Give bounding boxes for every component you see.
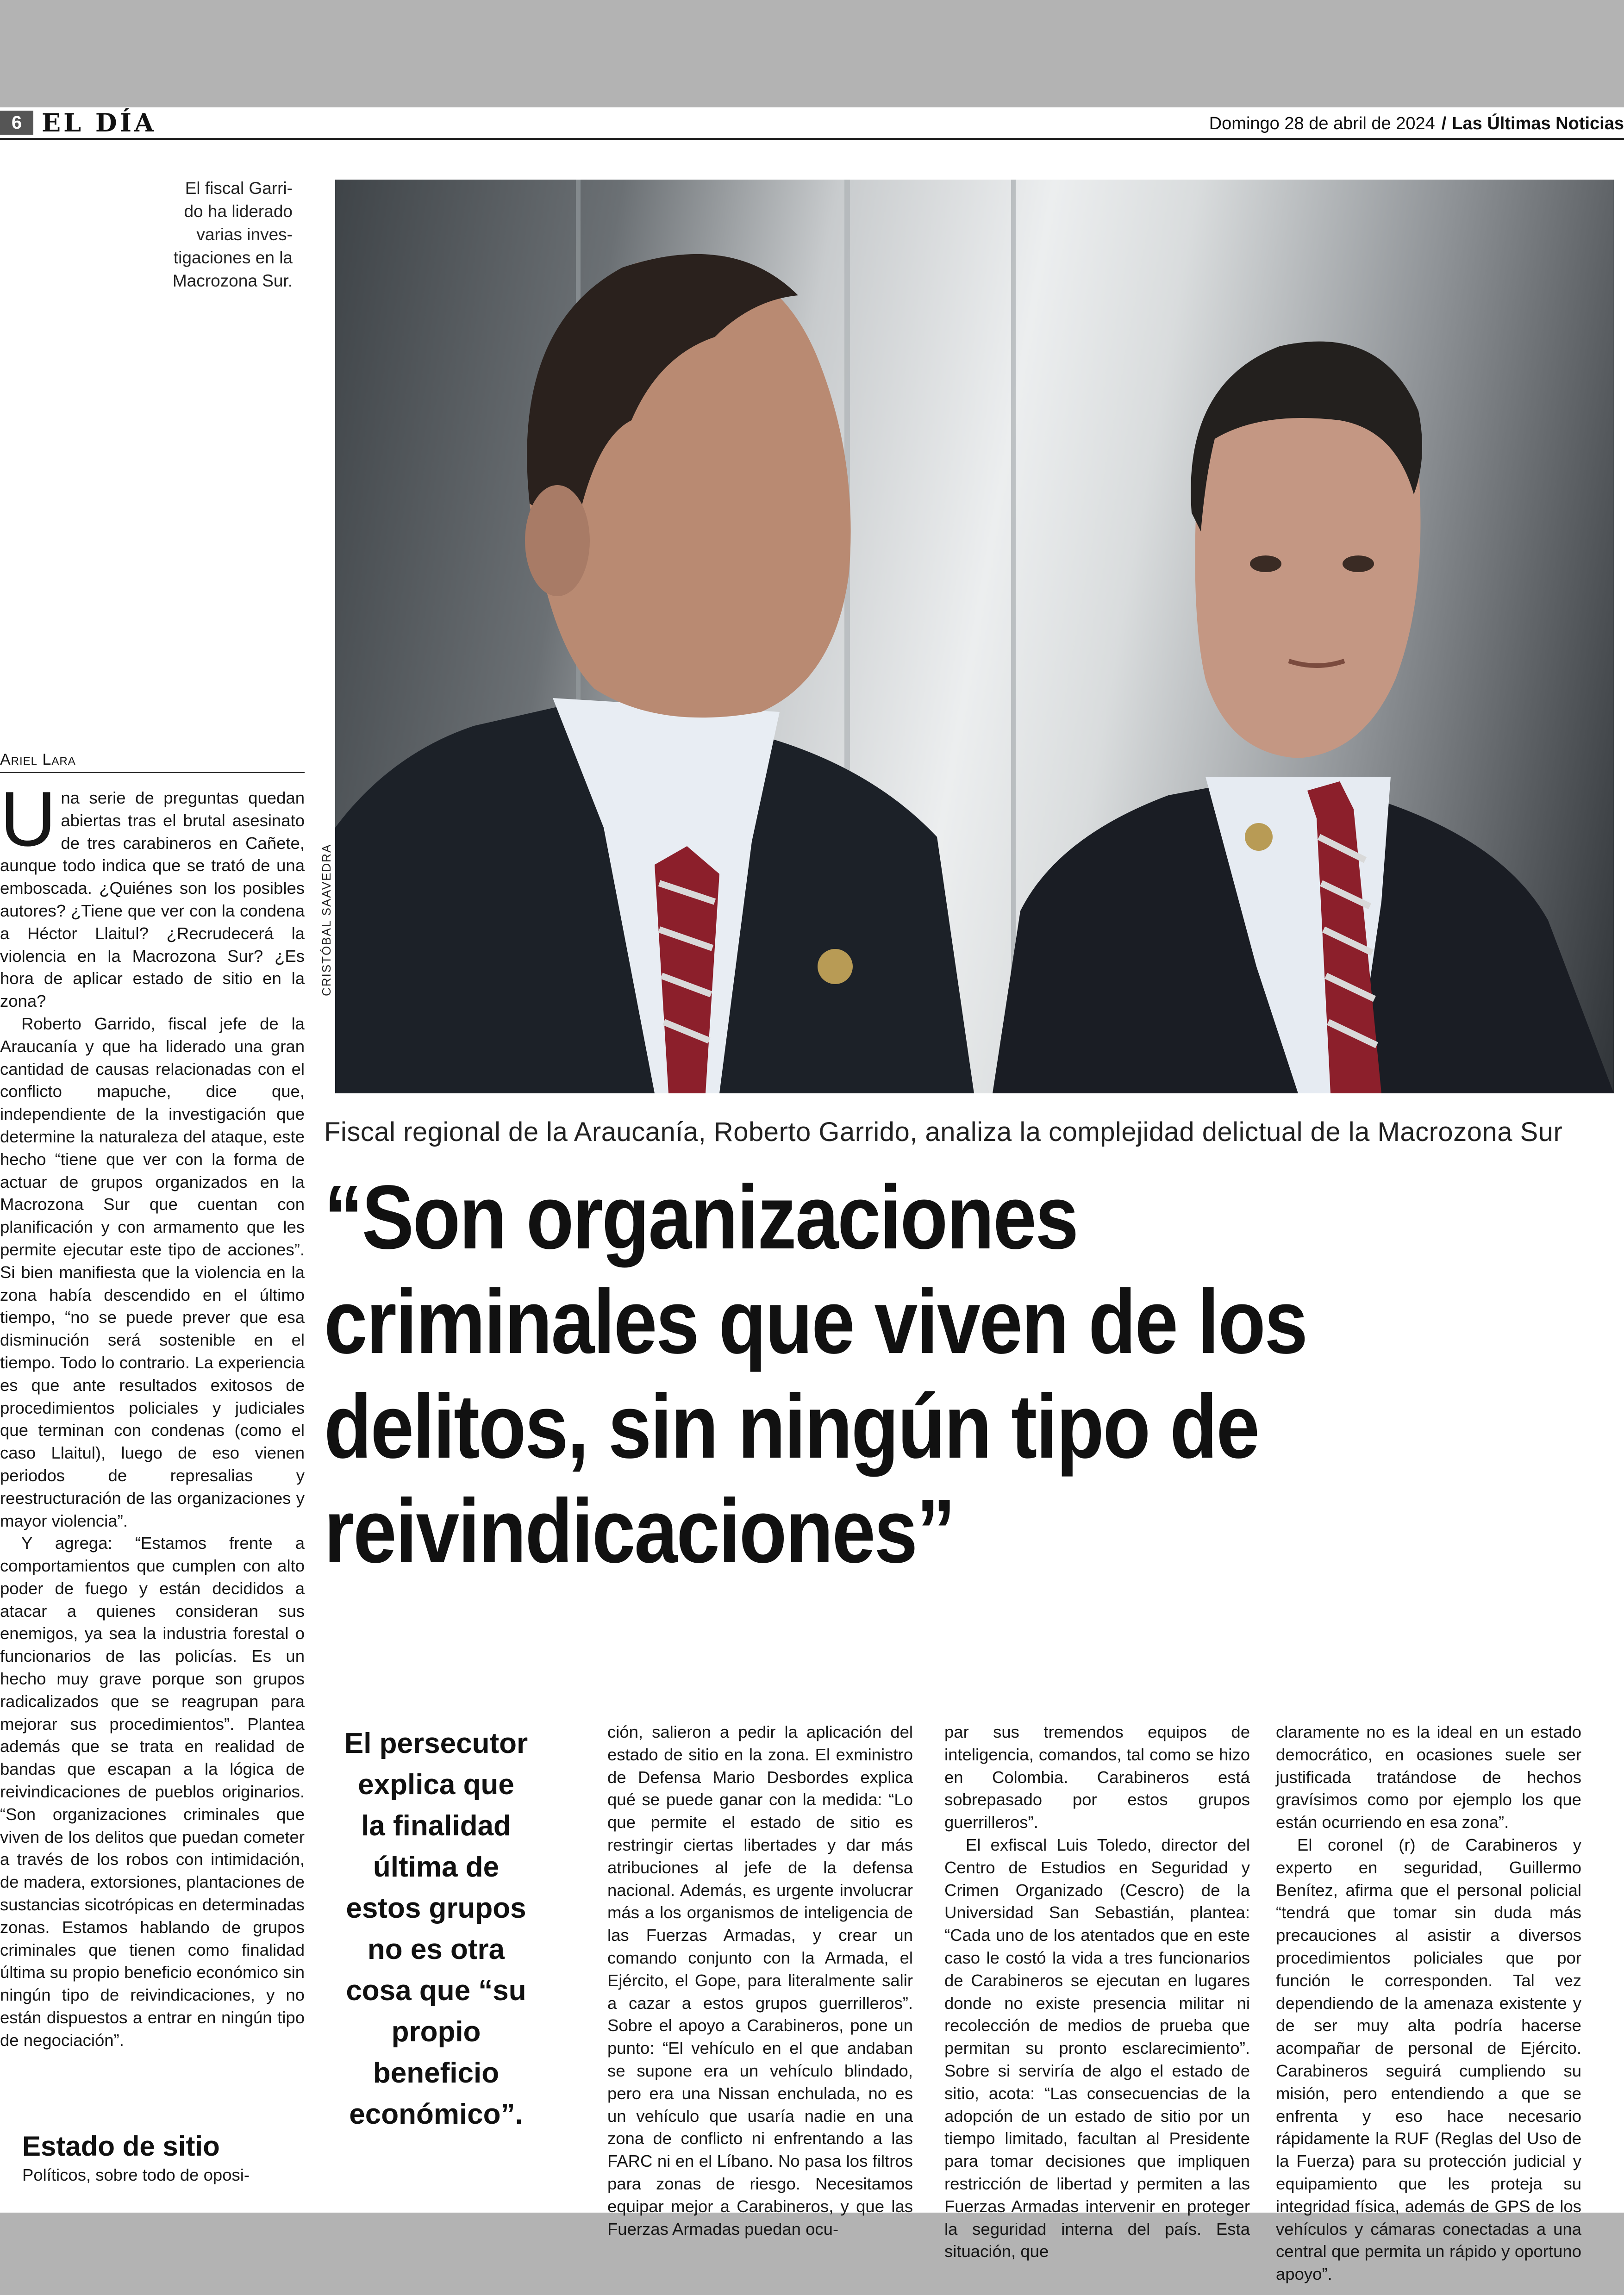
article-photo <box>335 180 1614 1093</box>
paragraph <box>0 775 305 1013</box>
issue-date: Domingo 28 de abril de 2024 <box>1209 114 1435 133</box>
newspaper-page <box>0 107 1624 2284</box>
section-name: EL DÍA <box>42 108 156 137</box>
page-number: 6 <box>0 111 33 135</box>
article-column-4 <box>1276 1721 1581 2286</box>
paragraph: ción, salieron a pedir la aplicación del estado de sitio en la zona. El exministro de Defensa Mario Desbordes explica qué se puede ganar con la medida: “Lo que permite el estado de sitio es restringir ciertas libertades y dar más atribuciones al jefe de la defensa nacional. Además, es urgente involucrar más a los organismos de inteligencia de las Fuerzas Armadas, y crear un comando conjunto con la Armada, el Ejército, el Gope, para literalmente salir a cazar a estos grupos guerrilleros”. Sobre el apoyo a Carabineros, pone un punto: “El vehículo en el que andaban se supone era un vehículo blindado, pero era una Nissan enchulada, no es un vehículo que usaría nadie en una zona de conflicto ni enfrentando a las FARC ni en el Líbano. No pasa los filtros para zonas de riesgo. Necesitamos equipar mejor a Carabineros, y que las Fuerzas Armadas puedan ocu- <box>607 1722 913 2239</box>
pull-quote: El persecutor explica que la finalidad última de estos grupos no es otra cosa que “su propio beneficio económico”. <box>344 1727 528 2130</box>
photo-credit: CRISTÓBAL SAAVEDRA <box>319 843 333 996</box>
paragraph: claramente no es la ideal en un estado democrático, en ocasiones suele ser justificada tratándose de hechos gravísimos como por ejemplo los que están ocurriendo en esa zona”. <box>1276 1722 1581 1832</box>
paragraph-text: na serie de preguntas quedan abiertas tras el brutal asesinato de tres carabineros en Cañete, aunque todo indica que se trató de una emboscada. ¿Quiénes son los posibles autores? ¿Tiene que ver con la condena a Héctor Llaitul? ¿Recrudecerá la violencia en la Macrozona Sur? ¿Es hora de aplicar estado de sitio en la zona? <box>0 788 305 1011</box>
paragraph: El coronel (r) de Carabineros y experto en seguridad, Guillermo Benítez, afirma que el personal policial “tendrá que tomar sin duda más precauciones al asistir a diversos procedimientos policiales que por función le corresponden. Tal vez dependiendo de la amenaza existente y de ser muy alta podría hacerse acompañar de personal de Ejército. Carabineros seguirá cumpliendo su misión, pero entendiendo a que se enfrenta y eso hace necesario rápidamente la RUF (Reglas del Uso de la Fuerza) para su protección judicial y equipamiento que les proteja su integridad física, además de GPS de los vehículos y cámaras conectadas a una central que permita un rápido y oportuno apoyo”. <box>1276 1835 1581 2284</box>
byline: Ariel Lara <box>0 751 76 768</box>
paragraph: El exfiscal Luis Toledo, director del Centro de Estudios en Seguridad y Crimen Organizado (Cescro) de la Universidad San Sebastián, plantea: “Cada uno de los atentados que en este caso le costó la vida a tres funcionarios de Carabineros se ejecutan en lugares donde no existe presencia militar ni recolección de medios de prueba que permitan su pronto esclarecimiento”. Sobre si serviría de algo el estado de sitio, acota: “Las consecuencias de la adopción de un estado de sitio por un tiempo limitado, facultan al Presidente para tomar decisiones que impliquen restricción de libertad y permiten a las Fuerzas Armadas intervenir en proteger la seguridad interna del país. Esta situación, que <box>944 1835 1250 2261</box>
header-rule <box>0 138 1624 140</box>
page-header-left <box>0 109 156 137</box>
paragraph: Y agrega: “Estamos frente a comportamientos que cumplen con alto poder de fuego y están decididos a atacar a quienes consideran sus enemigos, ya sea la industria forestal o funcionarios de las policías. Es un hecho muy grave porque son grupos radicalizados que se reagrupan para mejorar sus procedimientos”. Plantea además que se trata en realidad de bandas que escapan a la lógica de reivindicaciones de pueblos originarios. “Son organizaciones criminales que viven de los delitos que puedan cometer a través de los robos con intimidación, de madera, extorsiones, plantaciones de sustancias sicotrópicas en determinadas zonas. Estamos hablando de grupos criminales que tienen como finalidad última su propio beneficio económico sin ningún tipo de reivindicaciones, y no están dispuestos a entrar en ningún tipo de negociación”. <box>0 1534 305 2050</box>
paragraph: Políticos, sobre todo de oposi- <box>22 2165 250 2184</box>
page-header-right <box>1209 114 1624 137</box>
article-column-2 <box>607 1721 913 2240</box>
subheading: Estado de sitio <box>22 2131 220 2162</box>
paragraph: par sus tremendos equipos de inteligencia, comandos, tal como se hizo en Colombia. Carabineros está sobrepasado por estos grupos guerrilleros”. <box>944 1722 1250 1832</box>
photo-illustration <box>335 180 1614 1093</box>
headline: “Son organizaciones criminales que viven de los delitos, sin ningún tipo de reivindicaciones” <box>324 1166 1307 1582</box>
article-column-1 <box>0 775 305 2052</box>
header-separator: / <box>1441 114 1447 133</box>
byline-rule <box>0 772 305 773</box>
paragraph: Roberto Garrido, fiscal jefe de la Araucanía y que ha liderado una gran cantidad de causas relacionadas con el conflicto mapuche, dice que, independiente de la investigación que determine la naturaleza del ataque, este hecho “tiene que ver con la forma de actuar de grupos organizados en la Macrozona Sur que cuentan con planificación y con armamento que les permite ejecutar este tipo de acciones”. Si bien manifiesta que la violencia en la zona había descendido en el último tiempo, “no se puede prever que esa disminución será sostenible en el tiempo. Todo lo contrario. La experiencia es que ante resultados exitosos de procedimientos policiales y judiciales que terminan con condenas (como el caso Llaitul), luego de eso vienen periodos de represalias y reestructuración de las organizaciones y mayor violencia”. <box>0 1014 305 1530</box>
publication-name: Las Últimas Noticias <box>1452 114 1624 133</box>
photo-caption: El fiscal Garri-do ha liderado varias inves-tigaciones en la Macrozona Sur. <box>172 179 293 290</box>
drop-cap: U <box>0 775 56 862</box>
kicker: Fiscal regional de la Araucanía, Roberto Garrido, analiza la complejidad delictual de la Macrozona Sur <box>324 1117 1563 1147</box>
article-column-3 <box>944 1721 1250 2263</box>
